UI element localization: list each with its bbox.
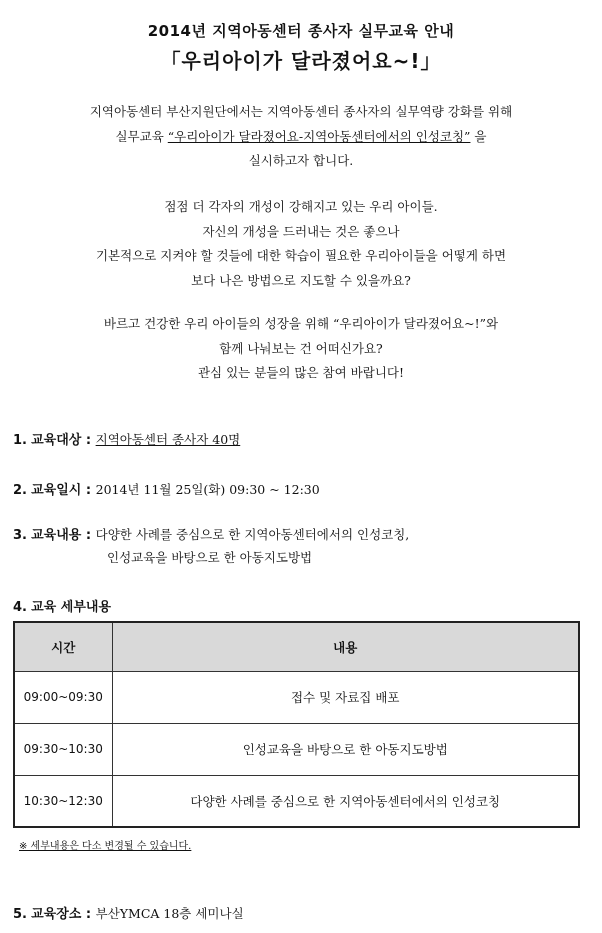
section-datetime (13, 479, 320, 498)
section-number: 3. (13, 528, 27, 543)
intro-line: 자신의 개성을 드러내는 것은 좋으나 (202, 223, 400, 239)
intro-paragraph-2 (0, 195, 602, 293)
section-value: 부산YMCA 18층 세미나실 (95, 906, 244, 921)
table-header-row (14, 622, 579, 671)
intro-line: 바르고 건강한 우리 아이들의 성장을 위해 “우리아이가 달라졌어요~!”와 (103, 316, 499, 331)
table-row (14, 671, 579, 723)
section-venue (13, 903, 244, 922)
section-number: 4. (13, 600, 27, 615)
intro-paragraph-1 (0, 100, 602, 174)
section-separator: : (81, 528, 96, 543)
intro-text: 실무교육 (115, 128, 168, 144)
section-label: 교육 세부내용 (31, 600, 111, 615)
section-details (13, 596, 111, 615)
intro-line: 지역아동센터 부산지원단에서는 지역아동센터 종사자의 실무역량 강화를 위해 (89, 104, 513, 119)
intro-line: 함께 나눠보는 건 어떠신가요? (219, 340, 383, 356)
section-separator: : (81, 907, 96, 922)
table-row (14, 723, 579, 775)
section-target (13, 429, 240, 448)
program-title-quote: “우리아이가 달라졌어요-지역아동센터에서의 인성코칭” (167, 128, 471, 144)
column-header-time: 시간 (14, 622, 112, 671)
table-row (14, 775, 579, 827)
section-number: 1. (13, 433, 27, 448)
intro-line: 실시하고자 합니다. (248, 153, 354, 168)
section-separator: : (81, 483, 96, 498)
time-cell: 09:00~09:30 (14, 671, 112, 723)
document-subtitle: 「우리아이가 달라졌어요~!」 (160, 49, 442, 73)
section-separator: : (81, 433, 96, 448)
section-number: 5. (13, 907, 27, 922)
section-content (13, 524, 409, 543)
schedule-table (13, 621, 580, 828)
section-value: 지역아동센터 종사자 40명 (95, 432, 241, 447)
intro-text: 을 (470, 128, 487, 144)
intro-line: 관심 있는 분들의 많은 참여 바랍니다! (197, 365, 405, 380)
intro-paragraph-3 (0, 312, 602, 386)
intro-line: 점점 더 각자의 개성이 강해지고 있는 우리 아이들. (164, 199, 438, 214)
section-value-continued: 인성교육을 바탕으로 한 아동지도방법 (107, 550, 313, 565)
content-cell: 다양한 사례를 중심으로 한 지역아동센터에서의 인성코칭 (112, 775, 579, 827)
intro-line: 기본적으로 지켜야 할 것들에 대한 학습이 필요한 우리아이들을 어떻게 하면 (95, 248, 507, 263)
schedule-note: ※ 세부내용은 다소 변경될 수 있습니다. (19, 841, 192, 852)
section-label: 교육장소 (31, 907, 82, 922)
column-header-content: 내용 (112, 622, 579, 671)
intro-line: 보다 나은 방법으로 지도할 수 있을까요? (191, 272, 411, 288)
intro-line (0, 125, 602, 150)
time-cell: 09:30~10:30 (14, 723, 112, 775)
section-value: 다양한 사례를 중심으로 한 지역아동센터에서의 인성코칭, (95, 527, 410, 542)
section-number: 2. (13, 483, 27, 498)
content-cell: 인성교육을 바탕으로 한 아동지도방법 (112, 723, 579, 775)
content-cell: 접수 및 자료집 배포 (112, 671, 579, 723)
time-cell: 10:30~12:30 (14, 775, 112, 827)
document-title: 2014년 지역아동센터 종사자 실무교육 안내 (147, 22, 455, 40)
section-value: 2014년 11월 25일(화) 09:30 ~ 12:30 (95, 482, 320, 497)
section-label: 교육일시 (31, 483, 82, 498)
section-label: 교육내용 (31, 528, 82, 543)
section-label: 교육대상 (31, 433, 82, 448)
